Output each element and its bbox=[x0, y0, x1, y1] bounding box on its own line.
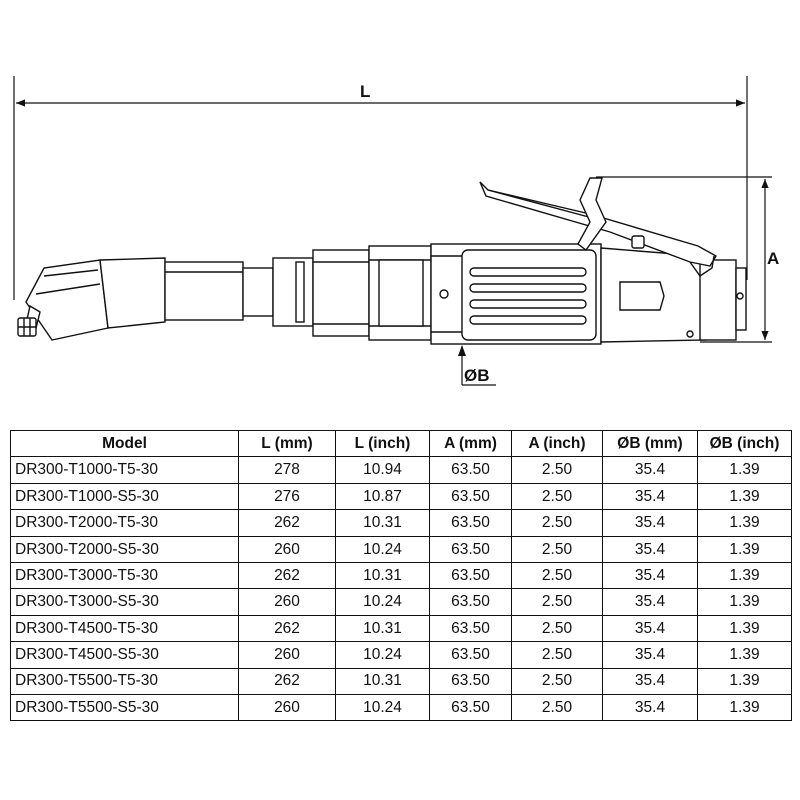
value-cell: 2.50 bbox=[512, 562, 603, 588]
value-cell: 10.31 bbox=[336, 615, 430, 641]
value-cell: 10.31 bbox=[336, 668, 430, 694]
model-cell: DR300-T3000-S5-30 bbox=[11, 589, 239, 615]
value-cell: 10.31 bbox=[336, 510, 430, 536]
value-cell: 63.50 bbox=[430, 483, 512, 509]
value-cell: 63.50 bbox=[430, 589, 512, 615]
model-cell: DR300-T3000-T5-30 bbox=[11, 562, 239, 588]
value-cell: 2.50 bbox=[512, 642, 603, 668]
model-cell: DR300-T5500-S5-30 bbox=[11, 694, 239, 720]
value-cell: 35.4 bbox=[603, 642, 698, 668]
value-cell: 2.50 bbox=[512, 615, 603, 641]
value-cell: 1.39 bbox=[698, 589, 792, 615]
table-row bbox=[11, 589, 792, 615]
value-cell: 10.24 bbox=[336, 589, 430, 615]
value-cell: 10.24 bbox=[336, 536, 430, 562]
value-cell: 35.4 bbox=[603, 668, 698, 694]
value-cell: 63.50 bbox=[430, 642, 512, 668]
value-cell: 35.4 bbox=[603, 483, 698, 509]
model-cell: DR300-T5500-T5-30 bbox=[11, 668, 239, 694]
table-row bbox=[11, 562, 792, 588]
value-cell: 262 bbox=[239, 562, 336, 588]
value-cell: 35.4 bbox=[603, 694, 698, 720]
value-cell: 63.50 bbox=[430, 615, 512, 641]
table-header-row bbox=[11, 431, 792, 457]
table-row bbox=[11, 457, 792, 483]
value-cell: 1.39 bbox=[698, 562, 792, 588]
value-cell: 260 bbox=[239, 536, 336, 562]
value-cell: 35.4 bbox=[603, 510, 698, 536]
value-cell: 278 bbox=[239, 457, 336, 483]
value-cell: 35.4 bbox=[603, 562, 698, 588]
value-cell: 63.50 bbox=[430, 457, 512, 483]
specification-table bbox=[10, 430, 792, 721]
value-cell: 63.50 bbox=[430, 536, 512, 562]
table-row bbox=[11, 510, 792, 536]
header-l-mm: L (mm) bbox=[239, 431, 336, 457]
value-cell: 276 bbox=[239, 483, 336, 509]
value-cell: 262 bbox=[239, 668, 336, 694]
value-cell: 1.39 bbox=[698, 642, 792, 668]
value-cell: 2.50 bbox=[512, 589, 603, 615]
table-body bbox=[11, 457, 792, 721]
table-row bbox=[11, 615, 792, 641]
model-cell: DR300-T4500-T5-30 bbox=[11, 615, 239, 641]
value-cell: 1.39 bbox=[698, 510, 792, 536]
value-cell: 2.50 bbox=[512, 668, 603, 694]
value-cell: 1.39 bbox=[698, 536, 792, 562]
value-cell: 35.4 bbox=[603, 536, 698, 562]
value-cell: 260 bbox=[239, 642, 336, 668]
model-cell: DR300-T2000-S5-30 bbox=[11, 536, 239, 562]
header-l-inch: L (inch) bbox=[336, 431, 430, 457]
length-label: L bbox=[360, 82, 371, 101]
table-row bbox=[11, 668, 792, 694]
value-cell: 262 bbox=[239, 615, 336, 641]
table-row bbox=[11, 642, 792, 668]
diameter-label: ØB bbox=[464, 366, 490, 385]
value-cell: 63.50 bbox=[430, 510, 512, 536]
value-cell: 10.24 bbox=[336, 642, 430, 668]
tool-head bbox=[18, 258, 165, 340]
value-cell: 1.39 bbox=[698, 615, 792, 641]
model-cell: DR300-T4500-S5-30 bbox=[11, 642, 239, 668]
header-b-mm: ØB (mm) bbox=[603, 431, 698, 457]
table-row bbox=[11, 483, 792, 509]
value-cell: 2.50 bbox=[512, 457, 603, 483]
tool-shaft bbox=[165, 246, 431, 340]
model-cell: DR300-T2000-T5-30 bbox=[11, 510, 239, 536]
header-b-inch: ØB (inch) bbox=[698, 431, 792, 457]
value-cell: 260 bbox=[239, 694, 336, 720]
value-cell: 63.50 bbox=[430, 694, 512, 720]
height-label: A bbox=[767, 249, 780, 268]
header-a-inch: A (inch) bbox=[512, 431, 603, 457]
model-cell: DR300-T1000-S5-30 bbox=[11, 483, 239, 509]
value-cell: 35.4 bbox=[603, 457, 698, 483]
model-cell: DR300-T1000-T5-30 bbox=[11, 457, 239, 483]
value-cell: 260 bbox=[239, 589, 336, 615]
value-cell: 63.50 bbox=[430, 668, 512, 694]
value-cell: 35.4 bbox=[603, 615, 698, 641]
value-cell: 10.31 bbox=[336, 562, 430, 588]
value-cell: 1.39 bbox=[698, 483, 792, 509]
value-cell: 10.87 bbox=[336, 483, 430, 509]
value-cell: 63.50 bbox=[430, 562, 512, 588]
value-cell: 262 bbox=[239, 510, 336, 536]
value-cell: 1.39 bbox=[698, 694, 792, 720]
value-cell: 10.24 bbox=[336, 694, 430, 720]
value-cell: 35.4 bbox=[603, 589, 698, 615]
value-cell: 1.39 bbox=[698, 668, 792, 694]
value-cell: 2.50 bbox=[512, 483, 603, 509]
header-a-mm: A (mm) bbox=[430, 431, 512, 457]
value-cell: 1.39 bbox=[698, 457, 792, 483]
table-row bbox=[11, 694, 792, 720]
value-cell: 2.50 bbox=[512, 694, 603, 720]
value-cell: 2.50 bbox=[512, 510, 603, 536]
table-row bbox=[11, 536, 792, 562]
header-model: Model bbox=[11, 431, 239, 457]
value-cell: 2.50 bbox=[512, 536, 603, 562]
value-cell: 10.94 bbox=[336, 457, 430, 483]
